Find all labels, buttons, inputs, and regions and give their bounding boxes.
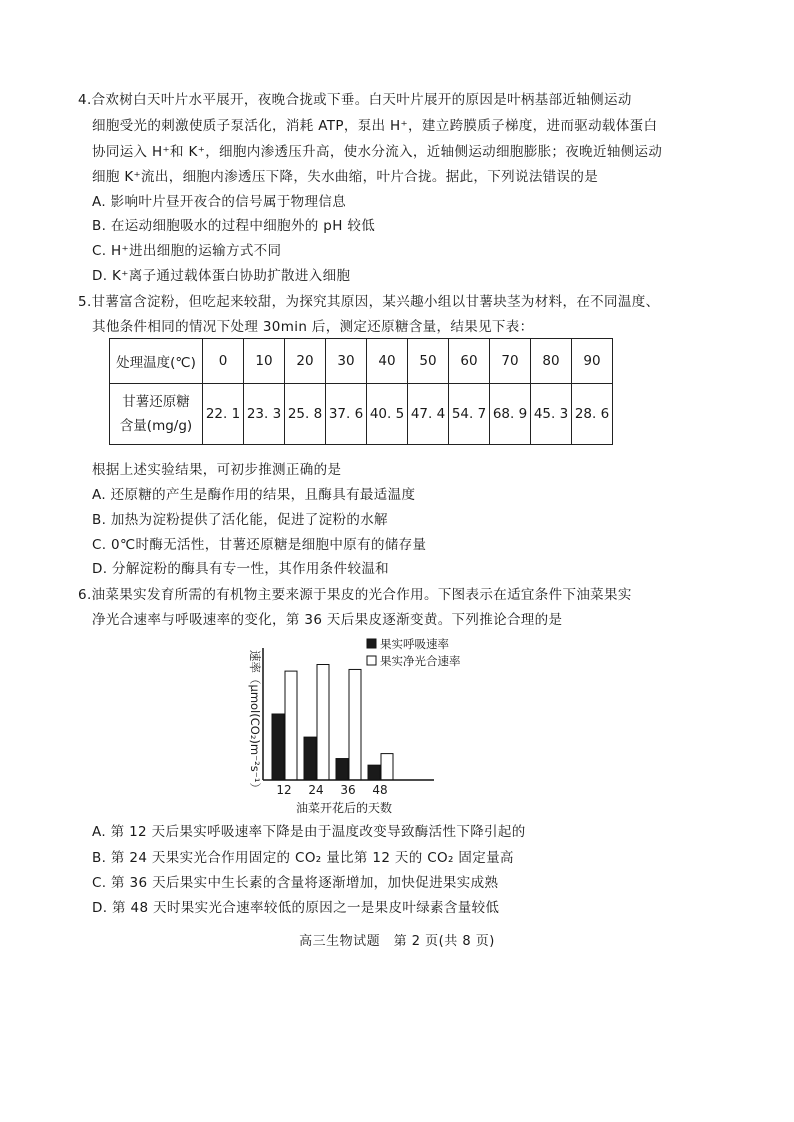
table-cell: 40 (367, 339, 408, 384)
table-cell: 40. 5 (367, 384, 408, 445)
table-cell: 68. 9 (490, 384, 531, 445)
q6-option-b: B. 第 24 天果实光合作用固定的 CO₂ 量比第 12 天的 CO₂ 固定量高 (92, 850, 514, 866)
bar-net-photosynthesis-day-24 (317, 665, 329, 781)
table-cell: 30 (326, 339, 367, 384)
table-row-temperature (110, 339, 613, 384)
q4-option-c: C. H⁺进出细胞的运输方式不同 (92, 243, 282, 259)
bar-respiration-day-24 (304, 737, 316, 780)
table-header-temperature: 处理温度(℃) (110, 339, 203, 384)
x-axis-label: 油菜开花后的天数 (295, 801, 393, 815)
table-header-sugar-line-1: 甘薯还原糖 (122, 394, 190, 410)
legend-label-net-photosynthesis: 果实净光合速率 (380, 654, 461, 668)
table-cell: 20 (285, 339, 326, 384)
bar-respiration-day-12 (272, 714, 284, 780)
page-footer: 高三生物试题 第 2 页(共 8 页) (299, 934, 495, 949)
table-cell: 28. 6 (572, 384, 613, 445)
q6-line-2: 净光合速率与呼吸速率的变化，第 36 天后果皮逐渐变黄。下列推论合理的是 (92, 612, 563, 628)
table-cell: 45. 3 (531, 384, 572, 445)
q5-line-2: 其他条件相同的情况下处理 30min 后，测定还原糖含量，结果见下表： (92, 319, 534, 335)
table-row-sugar (110, 384, 613, 445)
q6-option-c: C. 第 36 天后果实中生长素的含量将逐渐增加，加快促进果实成熟 (92, 875, 499, 891)
legend-swatch-net-photosynthesis (367, 656, 376, 665)
q5-option-b: B. 加热为淀粉提供了活化能，促进了淀粉的水解 (92, 512, 388, 528)
q5-option-c: C. 0℃时酶无活性，甘薯还原糖是细胞中原有的储存量 (92, 537, 427, 553)
q6-option-d: D. 第 48 天时果实光合速率较低的原因之一是果皮叶绿素含量较低 (92, 900, 500, 916)
legend (367, 637, 461, 668)
q6-option-a: A. 第 12 天后果实呼吸速率下降是由于温度改变导致酶活性下降引起的 (92, 824, 526, 840)
table-cell: 0 (203, 339, 244, 384)
q4-option-d: D. K⁺离子通过载体蛋白协助扩散进入细胞 (92, 268, 351, 284)
q4-option-b: B. 在运动细胞吸水的过程中细胞外的 pH 较低 (92, 218, 376, 234)
bar-respiration-day-36 (336, 759, 348, 780)
table-cell: 10 (244, 339, 285, 384)
table-cell: 47. 4 (408, 384, 449, 445)
y-axis-label: 速率（μmol(CO₂)m⁻²s⁻¹） (248, 650, 262, 794)
bar-net-photosynthesis-day-48 (381, 754, 393, 780)
table-cell: 50 (408, 339, 449, 384)
q6-line-1: 6.油菜果实发育所需的有机物主要来源于果皮的光合作用。下图表示在适宜条件下油菜果实 (78, 587, 632, 603)
q5-option-a: A. 还原糖的产生是酶作用的结果，且酶具有最适温度 (92, 487, 416, 503)
table-cell: 23. 3 (244, 384, 285, 445)
bar-net-photosynthesis-day-36 (349, 669, 361, 780)
table-cell: 80 (531, 339, 572, 384)
q4-line-2: 细胞受光的刺激使质子泵活化，消耗 ATP，泵出 H⁺，建立跨膜质子梯度，进而驱动载体蛋白 (92, 118, 658, 134)
table-cell: 25. 8 (285, 384, 326, 445)
q4-option-a: A. 影响叶片昼开夜合的信号属于物理信息 (92, 194, 347, 210)
x-tick-label: 12 (276, 783, 292, 797)
table-cell: 22. 1 (203, 384, 244, 445)
x-tick-label: 48 (372, 783, 388, 797)
bar-net-photosynthesis-day-12 (285, 671, 297, 780)
table-cell: 60 (449, 339, 490, 384)
x-tick-label: 36 (340, 783, 356, 797)
table-cell: 90 (572, 339, 613, 384)
table-header-sugar (110, 384, 203, 445)
reducing-sugar-table (109, 338, 613, 445)
bar-respiration-day-48 (368, 765, 380, 780)
q5-option-d: D. 分解淀粉的酶具有专一性，其作用条件较温和 (92, 561, 390, 577)
q4-line-3: 协同运入 H⁺和 K⁺，细胞内渗透压升高，使水分流入，近轴侧运动细胞膨胀；夜晚近轴侧运动 (92, 144, 663, 160)
x-tick-label: 24 (308, 783, 324, 797)
legend-swatch-respiration (367, 639, 376, 648)
legend-label-respiration: 果实呼吸速率 (380, 637, 449, 651)
table-cell: 70 (490, 339, 531, 384)
q4-line-4: 细胞 K⁺流出，细胞内渗透压下降，失水曲缩，叶片合拢。据此，下列说法错误的是 (92, 169, 599, 185)
q5-line-1: 5.甘薯富含淀粉，但吃起来较甜，为探究其原因，某兴趣小组以甘薯块茎为材料，在不同温度、 (78, 294, 660, 310)
rate-bar-chart (236, 634, 461, 816)
table-cell: 54. 7 (449, 384, 490, 445)
q4-line-1: 4.合欢树白天叶片水平展开，夜晚合拢或下垂。白天叶片展开的原因是叶柄基部近轴侧运动 (78, 92, 632, 108)
table-header-sugar-line-2: 含量(mg/g) (119, 418, 193, 434)
q5-after-table: 根据上述实验结果，可初步推测正确的是 (92, 462, 342, 478)
table-cell: 37. 6 (326, 384, 367, 445)
